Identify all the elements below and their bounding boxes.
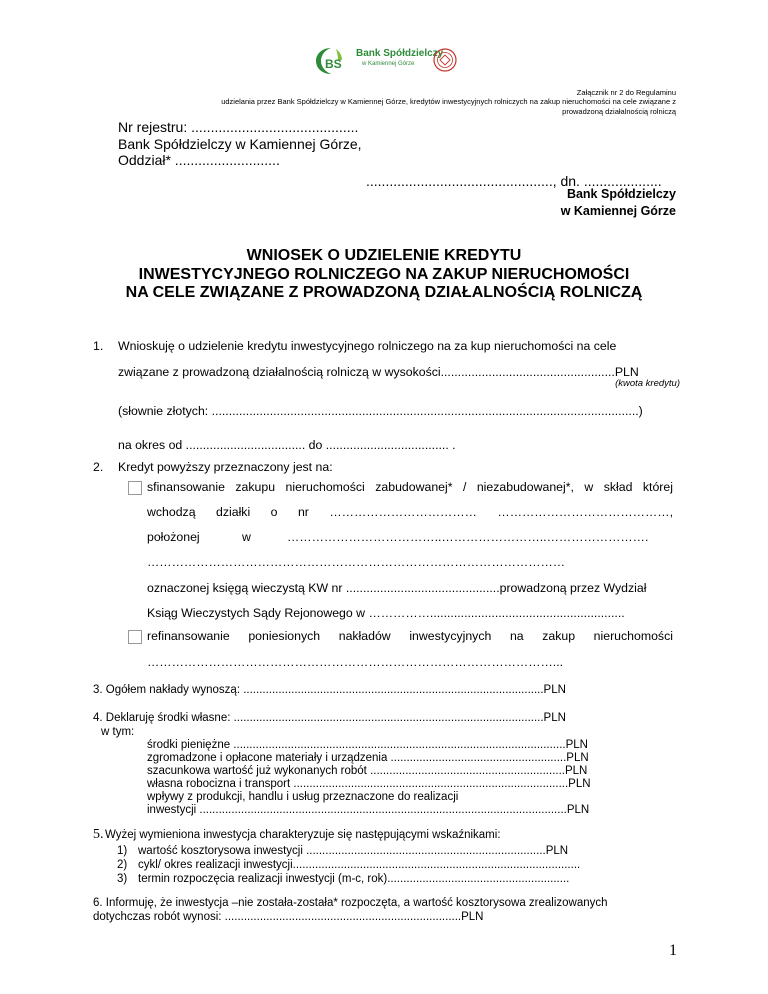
own-funds-item: inwestycji ...................................................................................................................PLN [147,804,590,816]
section-4-in-that: w tym: [101,726,135,738]
option-financing-line-6: Ksiąg Wieczystych Sądy Rejonowego w ……………......................................................... [147,606,625,620]
registry-number: Nr rejestru: ........................................... [118,119,359,135]
branch: Oddział* ........................... [118,152,280,168]
indicator-number: 1) [117,845,128,857]
section-3-total-costs: 3. Ogółem nakłady wynoszą: ..............................................................................................PLN [93,684,566,696]
option-financing-line-5: oznaczonej księgą wieczystą KW nr .............................................prowadzoną przez Wydział [147,581,647,595]
bank-name: Bank Spółdzielczy w Kamiennej Górze, [118,135,362,152]
option-financing-line-4: ………………………………………………………………………………………… [147,555,566,569]
section-1-number: 1. [93,339,104,353]
svg-text:BS: BS [325,57,342,71]
option-financing-line-1: sfinansowanie zakupu nieruchomości zabudowanej* / niezabudowanej*, w skład której [147,480,673,494]
logo-bank-subtitle: w Kamiennej Górze [362,61,415,67]
logo-bank-name: Bank Spółdzielczy [356,48,444,59]
annex-line-1: Załącznik nr 2 do Regulaminu [576,88,676,97]
indicator-number: 2) [117,859,128,871]
option-financing-line-3b: w [242,530,251,544]
addressee [561,186,676,220]
header-left [118,119,362,169]
indicator-text: cykl/ okres realizacji inwestycji.......................................................................................... [138,859,581,871]
indicator-text: wartość kosztorysowa inwestycji ...........................................................................PLN [138,845,569,857]
section-1-line-2: związane z prowadzoną działalnością rolniczą w wysokości...................................................PLN [118,365,639,379]
section-6-line-2: dotychczas robót wynosi: ..........................................................................PLN [93,911,484,923]
amount-in-words: (słownie złotych: .............................................................................................................................) [118,404,643,418]
section-1-line-1: Wnioskuję o udzielenie kredytu inwestycyjnego rolniczego na za kup nieruchomości na cele [118,339,617,353]
title-line-2: INWESTYCYJNEGO ROLNICZEGO NA ZAKUP NIERUCHOMOŚCI [138,265,630,283]
indicator-text: termin rozpoczęcia realizacji inwestycji (m-c, rok)......................................................... [138,873,570,885]
option-refinancing-line-1: refinansowanie poniesionych nakładów inwestycyjnych na zakup nieruchomości [147,629,673,643]
section-5-heading: Wyżej wymieniona inwestycja charakteryzuje się następującymi wskaźnikami: [105,829,501,841]
annex-line-3: prowadzoną działalnością rolniczą [562,106,676,116]
document-title [0,247,768,303]
bank-logo [314,44,464,76]
section-4-own-funds: 4. Deklaruję środki własne: .................................................................................................PLN [93,712,566,724]
option-financing-line-2: wchodzą działki o nr ……………………………… ……………………………………, [147,505,673,519]
own-funds-item: własna robocizna i transport ......................................................................................PLN [147,778,591,790]
option-financing-line-3c: ………………………………..……………………..……………………. [287,530,649,544]
section-2-heading: Kredyt powyższy przeznaczony jest na: [118,460,333,474]
section-2-number: 2. [93,460,104,474]
own-funds-item: zgromadzone i opłacone materiały i urządzenia .......................................................PLN [147,752,589,764]
section-5-number: 5. [93,827,104,842]
addressee-line-1: Bank Spółdzielczy [566,187,676,201]
checkbox-financing[interactable] [128,481,142,495]
amount-note: (kwota kredytu) [615,378,680,389]
own-funds-item: środki pieniężne ........................................................................................................PLN [147,739,588,751]
page-number: 1 [669,942,677,959]
title-line-3: NA CELE ZWIĄZANE Z PROWADZONĄ DZIAŁALNOŚCIĄ ROLNICZĄ [125,284,643,301]
section-6-line-1: 6. Informuję, że inwestycja –nie została-została* rozpoczęta, a wartość kosztorysowa zrealizowanych [93,897,608,909]
place-date: ................................................, dn. .................... [366,173,662,189]
own-funds-item: szacunkowa wartość już wykonanych robót .............................................................PLN [147,765,588,777]
addressee-line-2: w Kamiennej Górze [560,204,676,218]
title-line-1: WNIOSEK O UDZIELENIE KREDYTU [246,247,522,264]
option-refinancing-line-2: ………………………………………………………………………………………... [147,655,564,669]
own-funds-item: wpływy z produkcji, handlu i usług przeznaczone do realizacji [147,791,459,803]
annex-note [221,88,676,116]
loan-period: na okres od ................................... do .................................... . [118,438,456,452]
option-financing-line-3a: położonej [147,530,200,544]
seal-icon [432,47,458,73]
annex-line-2: udzielania przez Bank Spółdzielczy w Kamiennej Górze, kredytów inwestycyjnych rolniczych na zakup nieruchomości na cele związane z [221,97,676,107]
checkbox-refinancing[interactable] [128,630,142,644]
bs-logo-icon [314,46,348,76]
indicator-number: 3) [117,873,128,885]
